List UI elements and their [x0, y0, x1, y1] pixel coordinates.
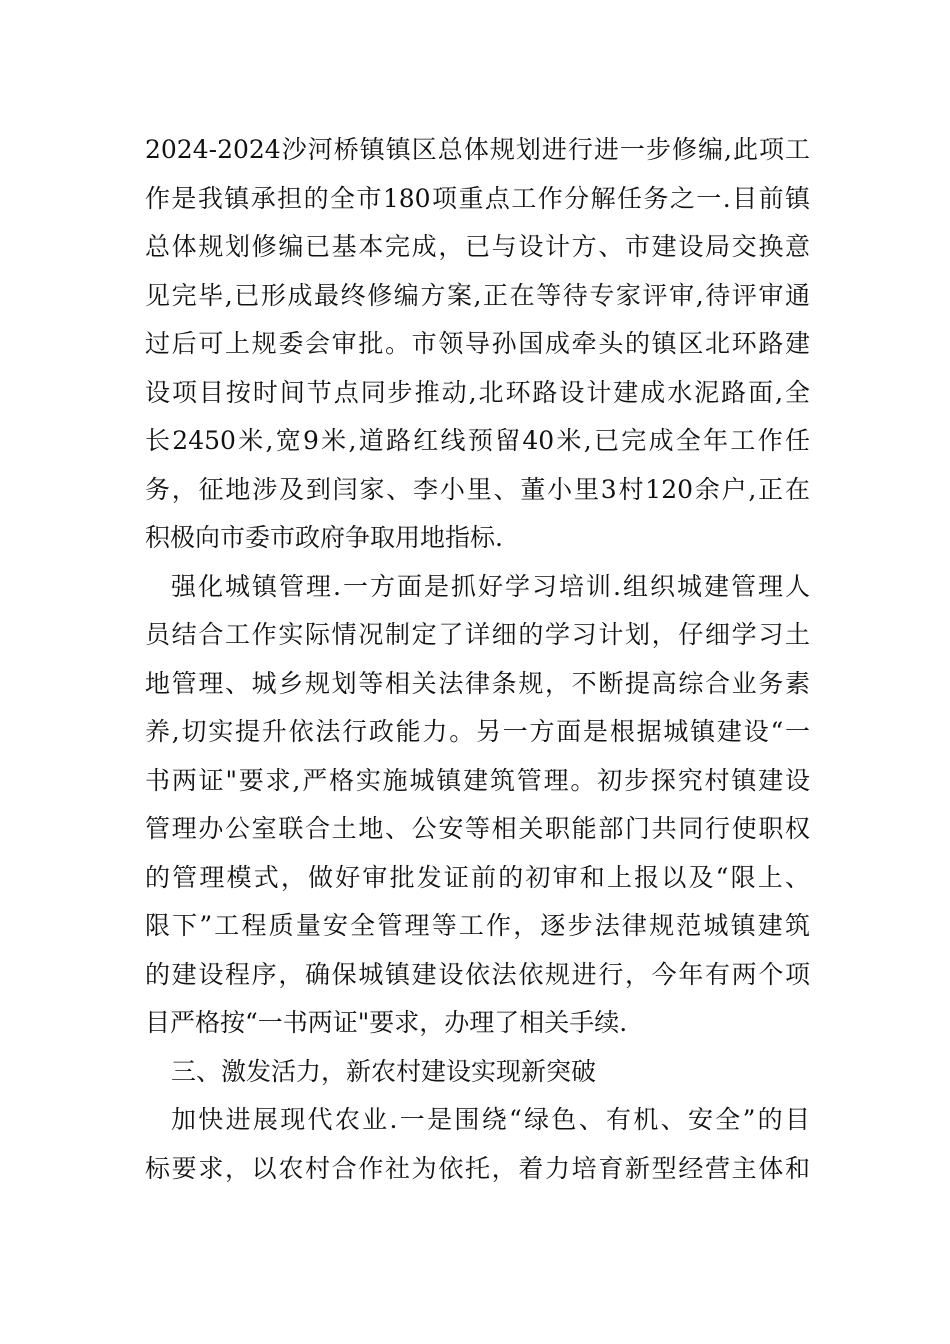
text-line: 标要求，以农村合作社为依托，着力培育新型经营主体和: [145, 1153, 810, 1183]
text-line: 积极向市委市政府争取用地指标.: [145, 523, 503, 552]
paragraph-2: [145, 563, 810, 1048]
text-line: 书两证"要求,严格实施城镇建筑管理。初步探究村镇建设: [145, 765, 810, 795]
text-line: 的管理模式，做好审批发证前的初审和上报以及“限上、: [145, 862, 810, 892]
text-line: 管理办公室联合土地、公安等相关职能部门共同行使职权: [145, 814, 810, 843]
section-heading: [145, 1048, 810, 1097]
paragraph-4: [145, 1096, 810, 1193]
text-line: 加快进展现代农业.一是围绕“绿色、有机、安全”的目: [171, 1105, 810, 1134]
text-line: 见完毕,已形成最终修编方案,正在等待专家评审,待评审通: [145, 280, 810, 310]
text-line: 员结合工作实际情况制定了详细的学习计划，仔细学习土: [145, 620, 810, 649]
text-line: 目严格按“一书两证"要求，办理了相关手续.: [145, 1008, 628, 1037]
paragraph-1: [145, 126, 810, 563]
text-line: 2024-2024沙河桥镇镇区总体规划进行进一步修编,此项工: [145, 135, 810, 164]
text-line: 的建设程序，确保城镇建设依法依规进行，今年有两个项: [145, 959, 810, 989]
text-line: 长2450米,宽9米,道路红线预留40米,已完成全年工作任: [145, 426, 810, 455]
text-line: 地管理、城乡规划等相关法律条规，不断提高综合业务素: [145, 668, 810, 698]
text-line: 设项目按时间节点同步推动,北环路设计建成水泥路面,全: [145, 377, 810, 407]
text-line: 总体规划修编已基本完成，已与设计方、市建设局交换意: [145, 232, 810, 261]
text-line: 限下”工程质量安全管理等工作，逐步法律规范城镇建筑: [145, 911, 810, 940]
text-line: 养,切实提升依法行政能力。另一方面是根据城镇建设“一: [145, 717, 810, 746]
text-line: 务，征地涉及到闫家、李小里、董小里3村120余户,正在: [145, 474, 810, 504]
text-line: 作是我镇承担的全市180项重点工作分解任务之一.目前镇: [145, 183, 810, 213]
text-line: 强化城镇管理.一方面是抓好学习培训.组织城建管理人: [171, 571, 810, 601]
text-line: 过后可上规委会审批。市领导孙国成牵头的镇区北环路建: [145, 329, 810, 358]
heading-line: 三、激发活力，新农村建设实现新突破: [171, 1056, 597, 1086]
document-body: [145, 126, 810, 1193]
